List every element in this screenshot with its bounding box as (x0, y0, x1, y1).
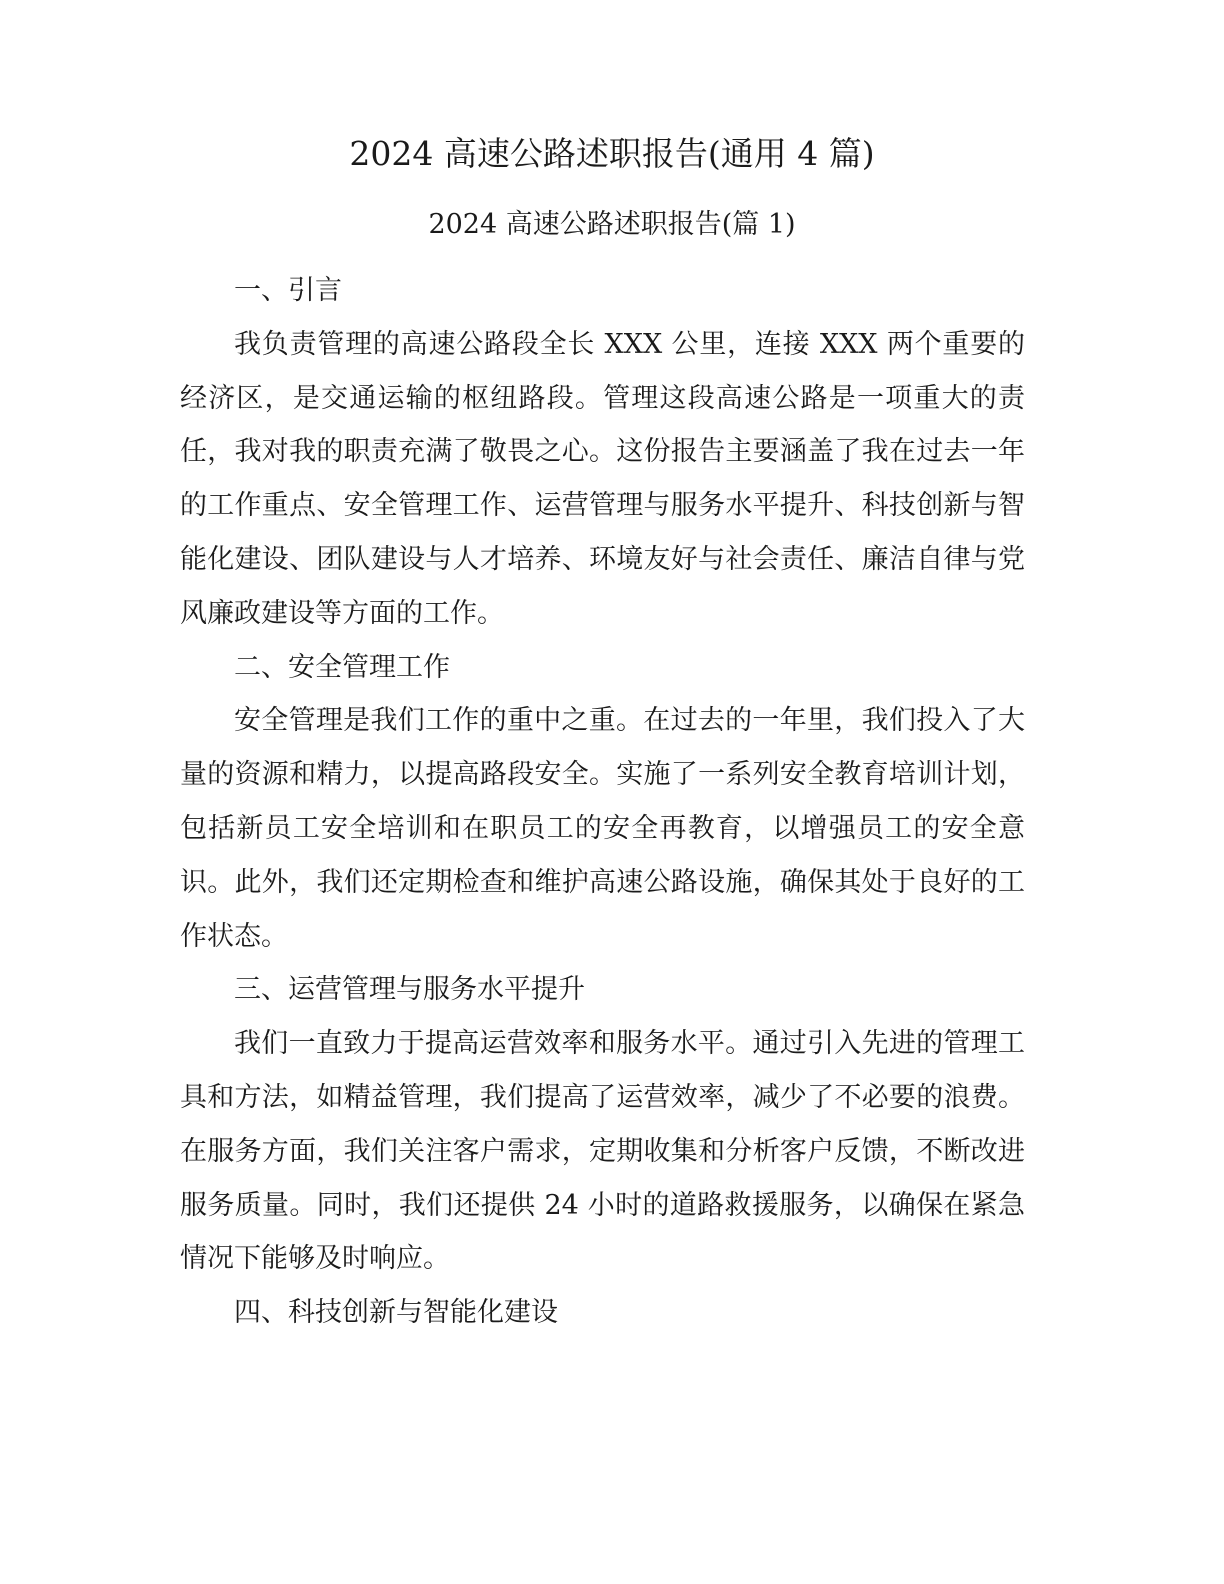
document-body (180, 264, 1025, 1340)
section-paragraph-intro: 我负责管理的高速公路段全长 XXX 公里，连接 XXX 两个重要的经济区，是交通运输的枢纽路段。管理这段高速公路是一项重大的责任，我对我的职责充满了敬畏之心。这份报告主要涵盖了我在过去一年的工作重点、安全管理工作、运营管理与服务水平提升、科技创新与智能化建设、团队建设与人才培养、环境友好与社会责任、廉洁自律与党风廉政建设等方面的工作。 (180, 328, 1025, 629)
section-heading-technology: 四、科技创新与智能化建设 (234, 1297, 558, 1329)
document-subtitle: 2024 高速公路述职报告(篇 1) (428, 209, 796, 240)
section-paragraph-safety: 安全管理是我们工作的重中之重。在过去的一年里，我们投入了大量的资源和精力，以提高路段安全。实施了一系列安全教育培训计划，包括新员工安全培训和在职员工的安全再教育，以增强员工的安全意识。此外，我们还定期检查和维护高速公路设施，确保其处于良好的工作状态。 (180, 705, 1025, 952)
section-paragraph-operations: 我们一直致力于提高运营效率和服务水平。通过引入先进的管理工具和方法，如精益管理，我们提高了运营效率，减少了不必要的浪费。在服务方面，我们关注客户需求，定期收集和分析客户反馈，不断改进服务质量。同时，我们还提供 24 小时的道路救援服务，以确保在紧急情况下能够及时响应。 (180, 1028, 1025, 1275)
section-heading-intro: 一、引言 (234, 275, 342, 306)
document-title: 2024 高速公路述职报告(通用 4 篇) (349, 134, 875, 173)
section-heading-safety: 二、安全管理工作 (234, 651, 450, 683)
section-heading-operations: 三、运营管理与服务水平提升 (234, 974, 585, 1006)
